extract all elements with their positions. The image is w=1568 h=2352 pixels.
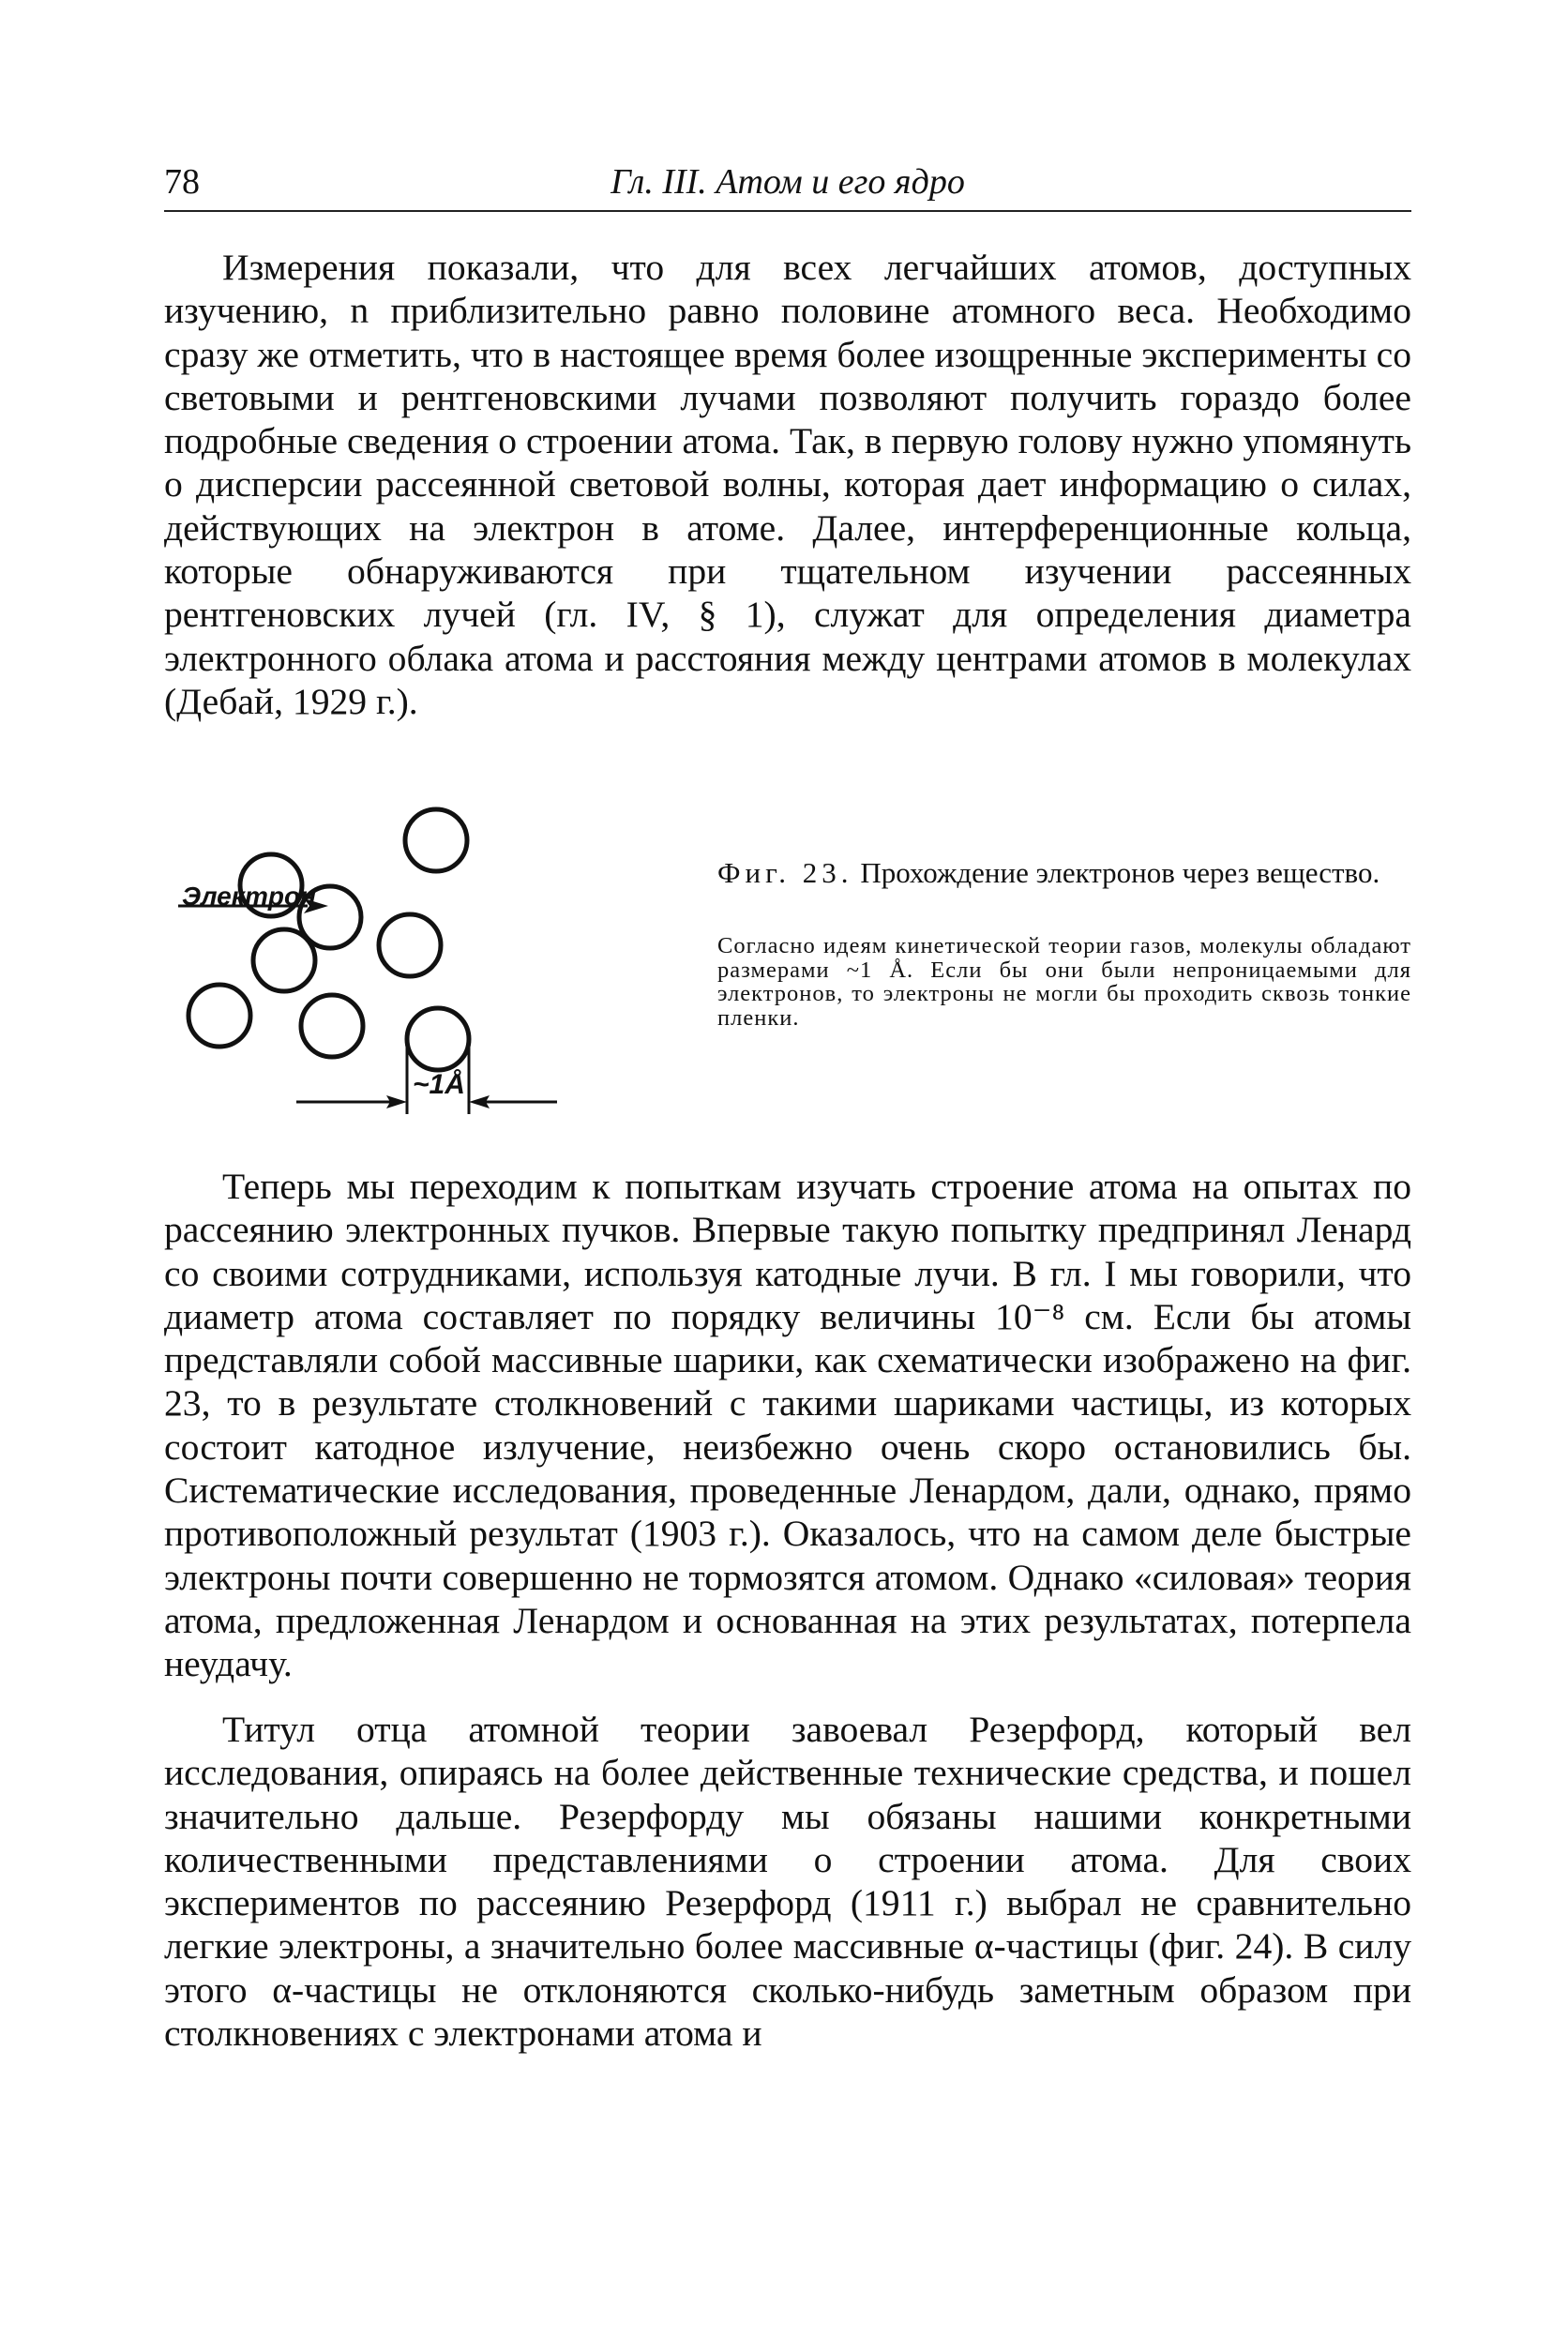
paragraph-1: Измерения показали, что для всех легчайших атомов, доступных изучению, n приблизительно равно половине атомного веса. Необходимо сразу же отметить, что в настоящее время более изощренные эксперименты со световыми и рентгеновскими лучами позволяют получить гораздо более подробные сведения о строении атома. Так, в первую голову нужно упомянуть о дисперсии рассеянной световой волны, которая дает информацию о силах, действующих на электрон в атоме. Далее, интерференционные кольца, которые обнаруживаются при тщательном изучении рассеянных рентгеновских лучей (гл. IV, § 1), служат для определения диаметра электронного облака атома и расстояния между центрами атомов в молекулах (Дебай, 1929 г.). xyxy=(164,247,1411,722)
figure-23 xyxy=(167,795,692,1133)
page-header xyxy=(164,161,1411,212)
molecule-circle xyxy=(188,985,250,1047)
figure-caption-prefix: Фиг. 23. xyxy=(717,856,853,889)
scale-label: ~1Å xyxy=(413,1069,465,1100)
figure-caption-text: Прохождение электронов через вещество. xyxy=(860,856,1380,889)
electron-label: Электрон xyxy=(182,882,316,911)
page-number: 78 xyxy=(164,162,200,202)
molecule-circle xyxy=(301,995,363,1057)
paragraph-3: Титул отца атомной теории завоевал Резерфорд, который вел исследования, опираясь на более действенные технические средства, и пошел значительно дальше. Резерфорду мы обязаны нашими конкретными количественными представлениями о строении атома. Для своих экспериментов по рассеянию Резерфорд (1911 г.) выбрал не сравнительно легкие электроны, а значительно более массивные α-частицы (фиг. 24). В силу этого α-частицы не отклоняются сколько-нибудь заметным образом при столкновениях с электронами атома и xyxy=(164,1709,1411,2055)
figure-caption-title xyxy=(717,855,1411,890)
running-head: Гл. III. Атом и его ядро xyxy=(611,162,965,202)
molecule-circle xyxy=(407,1008,469,1070)
molecule-circle xyxy=(405,809,467,871)
molecule-circle xyxy=(253,929,315,991)
figure-caption-body: Согласно идеям кинетической теории газов, молекулы обладают размерами ~1 Å. Если бы они были непроницаемыми для электронов, то электроны не могли бы проходить сквозь тонкие пленки. xyxy=(717,933,1411,1031)
molecule-circle xyxy=(379,914,441,976)
paragraph-2: Теперь мы переходим к попыткам изучать строение атома на опытах по рассеянию электронных пучков. Впервые такую попытку предпринял Ленард со своими сотрудниками, используя катодные лучи. В гл. I мы говорили, что диаметр атома составляет по порядку величины 10⁻⁸ см. Если бы атомы представляли собой массивные шарики, как схематически изображено на фиг. 23, то в результате столкновений с такими шариками частицы, из которых состоит катодное излучение, неизбежно очень скоро остановились бы. Систематические исследования, проведенные Ленардом, дали, однако, прямо противоположный результат (1903 г.). Оказалось, что на самом деле быстрые электроны почти совершенно не тормозятся атомом. Однако «силовая» теория атома, предложенная Ленардом и основанная на этих результатах, потерпела неудачу. xyxy=(164,1166,1411,1685)
